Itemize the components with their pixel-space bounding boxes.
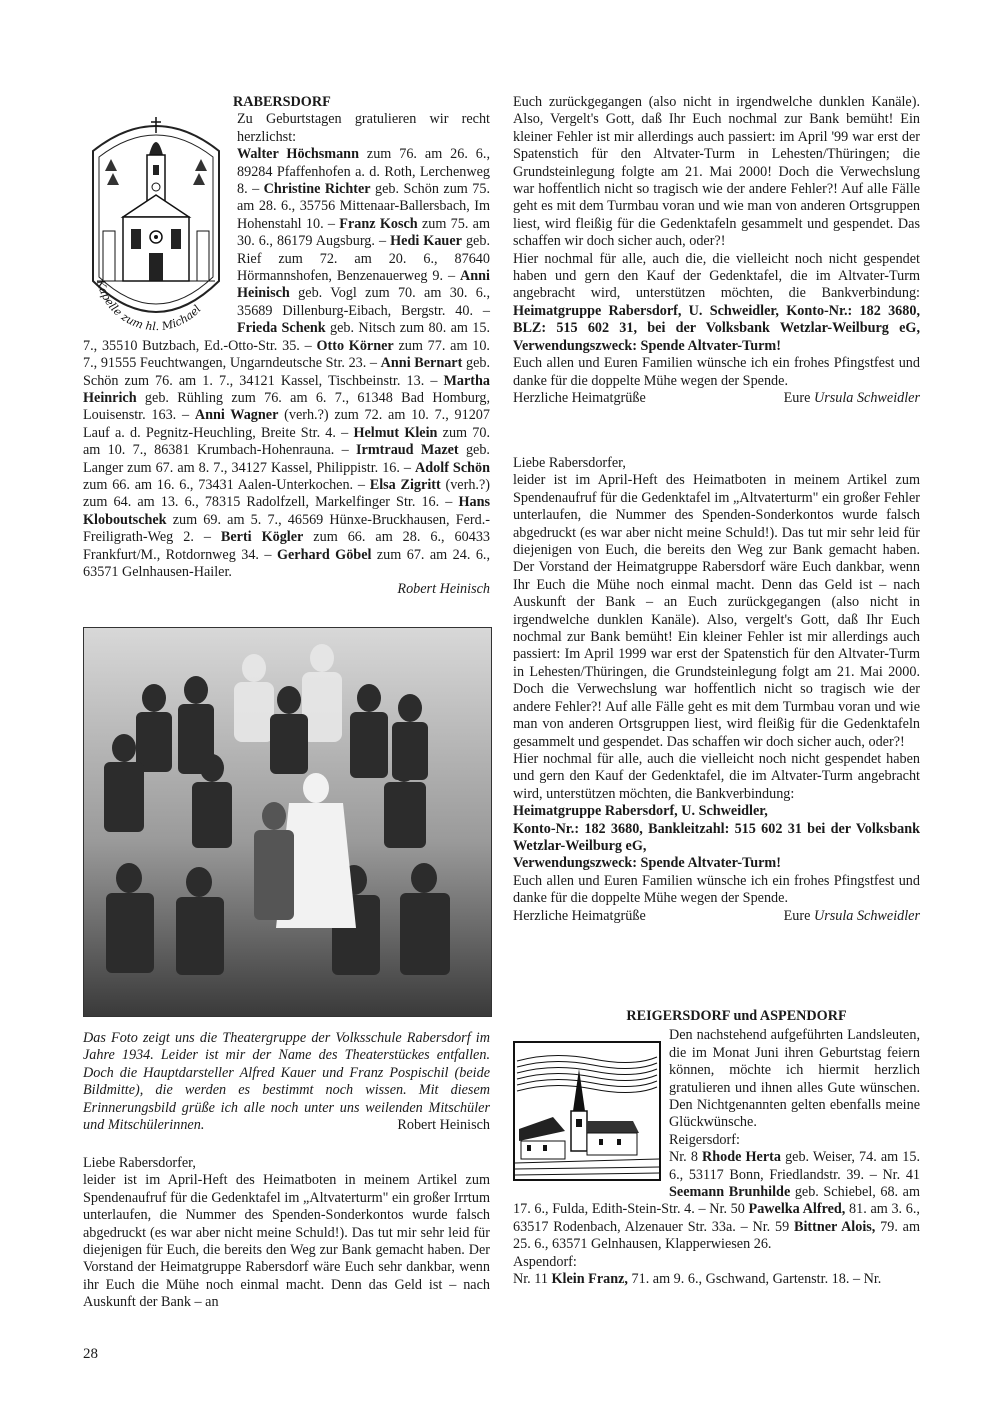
entry-name: Anni Wagner <box>194 407 279 424</box>
entry-name: Gerhard Göbel <box>276 546 372 563</box>
entry-details: zum 75. am 30. 6., 86179 Augsburg. – <box>237 215 491 250</box>
right-top-para3: Euch allen und Euren Familien wünsche ich ein frohes Pfingstfest und danke für die doppelte Mühe wegen der Spende. <box>513 355 920 389</box>
right-top-bank-details: Heimatgruppe Rabersdorf, U. Schweidler, Konto-Nr.: 182 3680, BLZ: 515 602 31, bei der Volksbank Wetzlar-Weilburg eG, Verwendungszweck: Spende Altvater-Turm! <box>513 302 920 354</box>
church-emblem-icon <box>83 111 229 335</box>
right-letter-para2: Hier nochmal für alle, auch die vielleicht noch nicht gespendet haben und gern den Kauf der Gedenktafel, die im Altvater-Turm angebracht wird, unterstützen möchten, die Bankverbindung: <box>513 750 920 802</box>
right-top-para2-text: Hier nochmal für alle, auch die, die vielleicht noch nicht gespendet haben und gern den Kauf der Gedenktafel, die im Altvater-Turm angebracht wird, unterstützen möchten, die Bankverbindung: <box>513 250 920 302</box>
right-top-para1: Euch zurückgegangen (also nicht in irgendwelche dunklen Kanäle). Also, Vergelt's Gott, daß Ihr Euch nochmal zur Bank bemüht! Ein kleiner Fehler ist mir allerdings auch passiert: im April '99 war erst der Spatenstich für den Altvater-Turm in Lehesten/Thüringen; die Grundsteinlegung folgte am 21. Mai 2000! Doch die Verwechslung war hoffentlich nicht so tragisch wie der andere Fehler?! Auf alle Fälle geht es mit dem Turmbau voran und wie man von anderen Ortsgruppen liest, wird fleißig für die Gedenktafeln gesammelt und gespendet. Das schaffen wir doch sicher auch, oder?! <box>513 94 920 250</box>
entry-details: geb. Weiser, 74. am 15. 6., 53117 Bonn, Friedlandstr. 39. – <box>669 1149 921 1183</box>
entry-details: zum 66. am 28. 6., 60433 Frankfurt/M., Rotdornweg 34. – <box>83 529 491 563</box>
closing-name: Ursula Schweidler <box>813 907 920 924</box>
entry-details: zum 66. am 16. 6., 73431 Aalen-Unterkochen. – <box>83 476 370 493</box>
entry-name: Walter Höchsmann <box>237 146 359 163</box>
entry-name: Otto Körner <box>316 337 394 354</box>
bank-line-1: Heimatgruppe Rabersdorf, U. Schweidler, <box>513 803 768 820</box>
letter-left-body: leider ist im April-Heft des Heimatboten in meinem Artikel zum Spendenaufruf für die Gedenktafel im „Altvaterturm" ein großer Irrtum unterlaufen, die Nummer des Spenden-Sonderkontos wurde falsch abgedruckt (es war aber nicht meine Schuld!). Das tut mir sehr leid für diejenigen für Euch, die bereits den Weg zur Bank gemacht haben. Der Vorstand der Heimatgruppe Rabersdorf wäre Euch sehr dankbar, wenn ihr Euch die Mühe noch einmal macht. Denn das Geld ist – nach Auskunft der Bank – an <box>83 1172 490 1311</box>
entry-name: Hans Kloboutschek <box>83 494 490 528</box>
right-letter-closing <box>513 908 920 925</box>
entry-number: Nr. 50 <box>709 1201 749 1218</box>
entry-details: geb. Nitsch zum 80. am 15. 7., 35510 Butzbach, Ed.-Otto-Str. 35. – <box>83 320 490 354</box>
entry-number: Nr. 59 <box>752 1218 794 1235</box>
entry-details: zum 69. am 5. 7., 46569 Hünxe-Bruckhausen, Ferd.-Freiligrath-Weg 2. – <box>83 511 490 546</box>
entry-name: Hedi Kauer <box>390 233 462 250</box>
entry-details: geb. Schön zum 76. am 1. 7., 34121 Kassel, Tischbeinstr. 13. – <box>83 355 491 389</box>
emblem-text: Kapelle zum hl. Michael <box>93 278 204 334</box>
entry-details: geb. Schiebel, 68. am 17. 6., Fulda, Edith-Stein-Str. 4. – <box>513 1184 920 1218</box>
closing-name: Ursula Schweidler <box>813 389 920 406</box>
photo-caption <box>83 1030 490 1134</box>
aspendorf-entries <box>513 1271 920 1288</box>
entry-name: Elsa Zigritt <box>369 476 441 493</box>
entry-number: Nr. 8 <box>669 1149 703 1166</box>
entry-details: (verh.?) zum 64. am 13. 6., 78315 Radolfzell, Markelfinger Str. 16. – <box>83 476 490 511</box>
right-letter-bank2 <box>513 821 920 856</box>
entry-name: Seemann Brunhilde <box>669 1184 791 1201</box>
entry-details: zum 67. am 24. 6., 63571 Gelnhausen-Hailer. <box>83 546 491 580</box>
entry-details: geb. Rief zum 72. am 20. 6., 87640 Hörmannshofen, Benzenauerweg 9. – <box>237 233 490 285</box>
entry-name: Irmtraud Mazet <box>356 442 459 459</box>
closing-prefix: Eure <box>783 907 814 924</box>
reigersdorf-subheading: Reigersdorf: <box>669 1131 740 1148</box>
right-letter-greeting: Liebe Rabersdorfer, <box>513 455 626 471</box>
right-letter-section <box>513 455 920 925</box>
closing-signature <box>784 908 920 925</box>
rabersdorf-section <box>83 94 490 599</box>
right-top-section <box>513 94 920 407</box>
right-letter-para3: Euch allen und Euren Familien wünsche ich ein frohes Pfingstfest und danke für die doppelte Mühe wegen der Spende. <box>513 872 920 907</box>
entry-name: Helmut Klein <box>353 424 438 441</box>
entry-details: 79. am 25. 6., 63571 Gelnhausen, Klapperwiesen 26. <box>513 1218 920 1253</box>
entry-details: zum 76. am 26. 6., 89284 Pfaffenhofen a. d. Roth, Lerchenweg 8. – <box>237 146 490 198</box>
entry-name: Bittner Alois, <box>793 1218 876 1235</box>
reigersdorf-section <box>513 1008 920 1289</box>
entry-name: Christine Richter <box>263 181 371 198</box>
entry-details: 81. am 3. 6., 63517 Rodenbach, Alzenauer Str. 33a. – <box>513 1201 920 1235</box>
page-number: 28 <box>83 1346 98 1362</box>
entry-name: Frieda Schenk <box>237 320 326 337</box>
village-church-icon <box>513 1041 661 1181</box>
closing-prefix: Eure <box>783 389 814 406</box>
entry-details: 71. am 9. 6., Gschwand, Gartenstr. 18. – Nr. <box>627 1271 882 1288</box>
entry-number: Nr. 41 <box>882 1166 921 1183</box>
bank-line-2: Konto-Nr.: 182 3680, Bankleitzahl: 515 602 31 bei der Volksbank Wetzlar-Weilburg eG, <box>513 820 920 854</box>
entry-details: geb. Vogl zum 70. am 30. 6., 35689 Dillenburg-Eibach, Bergstr. 40. – <box>237 285 490 319</box>
entry-name: Martha Heinrich <box>83 372 490 406</box>
right-top-para2 <box>513 251 920 355</box>
entry-details: zum 77. am 10. 7., 91555 Feuchtwangen, Ungarndeutsche Str. 23. – <box>83 337 490 372</box>
entry-details: (verh.?) zum 72. am 10. 7., 91207 Lauf a. d. Pegnitz-Heuchling, Breite Str. 4. – <box>83 407 490 441</box>
entry-name: Anni Heinisch <box>237 268 490 302</box>
entry-name: Anni Bernart <box>380 355 463 372</box>
entry-name: Adolf Schön <box>415 459 490 476</box>
photo-image <box>84 628 491 1016</box>
rabersdorf-title: RABERSDORF <box>233 94 331 110</box>
entry-details: zum 70. am 10. 7., 86381 Krumbach-Hohenrauna. – <box>83 424 490 459</box>
reigersdorf-intro: Den nachstehend aufgeführten Landsleuten, die im Monat Juni ihren Geburtstag feiern können, möchte ich hiermit herzlich gratulieren und ihnen alles Gute wünschen. Den Nichtgenannten gelten ebenfalls meine Glückwünsche. <box>669 1027 920 1131</box>
entry-name: Pawelka Alfred, <box>748 1201 846 1218</box>
right-top-closing <box>513 390 920 407</box>
entry-name: Rhode Herta <box>702 1149 781 1166</box>
entry-name: Franz Kosch <box>339 215 418 232</box>
school-theater-photo <box>83 627 492 1017</box>
letter-left-greeting: Liebe Rabersdorfer, <box>83 1155 196 1171</box>
photo-caption-signature: Robert Heinisch <box>397 1117 490 1134</box>
reigersdorf-title: REIGERSDORF und ASPENDORF <box>626 1008 847 1024</box>
entry-details: geb. Schön zum 75. am 28. 6., 35756 Mittenaar-Ballersbach, Im Hohenstahl 10. – <box>237 181 491 232</box>
letter-left <box>83 1155 490 1312</box>
photo-caption-text: Das Foto zeigt uns die Theatergruppe der Volksschule Rabersdorf im Jahre 1934. Leider ist mir der Name des Theaterstückes entfallen. Doch die Hauptdarsteller Alfred Kauer und Franz Pospischil (beide Bildmitte), die werden es bestimmt noch wissen. Mit diesem Erinnerungsbild grüße ich alle noch unter uns weilenden Mitschüler und Mitschülerinnen. <box>83 1030 490 1134</box>
right-letter-bank3 <box>513 855 920 872</box>
entry-details: geb. Rühling zum 76. am 6. 7., 61348 Bad Homburg, Louisenstr. 163. – <box>83 389 490 424</box>
entry-number: Nr. 11 <box>513 1271 552 1288</box>
closing-greeting: Herzliche Heimatgrüße <box>513 389 646 406</box>
right-letter-bank1 <box>513 803 920 820</box>
aspendorf-subheading: Aspendorf: <box>513 1253 577 1270</box>
bank-line-3: Verwendungszweck: Spende Altvater-Turm! <box>513 855 781 872</box>
closing-greeting: Herzliche Heimatgrüße <box>513 907 646 924</box>
rabersdorf-intro: Zu Geburtstagen gratulieren wir recht herzlichst: <box>237 111 490 145</box>
closing-signature <box>784 390 920 407</box>
entry-details: geb. Langer zum 67. am 8. 7., 34127 Kassel, Philippistr. 16. – <box>83 442 490 476</box>
entry-name: Berti Kögler <box>220 529 304 546</box>
entry-name: Klein Franz, <box>551 1271 628 1288</box>
right-letter-body: leider ist im April-Heft des Heimatboten in meinem Artikel zum Spendenaufruf für die Gedenktafel im „Altvaterturm" ein großer Fehler unterlaufen, die Nummer des Spenden-Sonderkontos wurde falsch abgedruckt (es war aber nicht meine Schuld!). Das tut mir sehr leid für diejenigen von Euch, die bereits den Weg zur Bank gemacht haben. Der Vorstand der Heimatgruppe Rabersdorf wäre Euch dankbar, wenn Ihr Euch die Mühe noch einmal macht. Denn das Geld ist – nach Auskunft der Bank – an Euch zurückgegangen (also nicht in irgendwelche dunklen Kanäle). Also, vergelt's Gott, daß Ihr Euch nochmal zur Bank bemüht! Ein kleiner Fehler ist mir allerdings auch passiert: Im April 1999 war erst der Spatenstich für den Altvater-Turm in Lehesten/Thüringen, die Grundsteinlegung folgt am 21. Mai 2000. Doch die Verwechslung war hoffentlich nicht so tragisch wie der andere Fehler?! Auf alle Fälle geht es mit dem Turmbau voran und wie man von anderen Ortsgruppen liest, wird fleißig für die Gedenktafeln gesammelt und gespendet. Das schaffen wir doch sicher auch, oder?! <box>513 472 920 750</box>
rabersdorf-signature: Robert Heinisch <box>397 581 490 598</box>
